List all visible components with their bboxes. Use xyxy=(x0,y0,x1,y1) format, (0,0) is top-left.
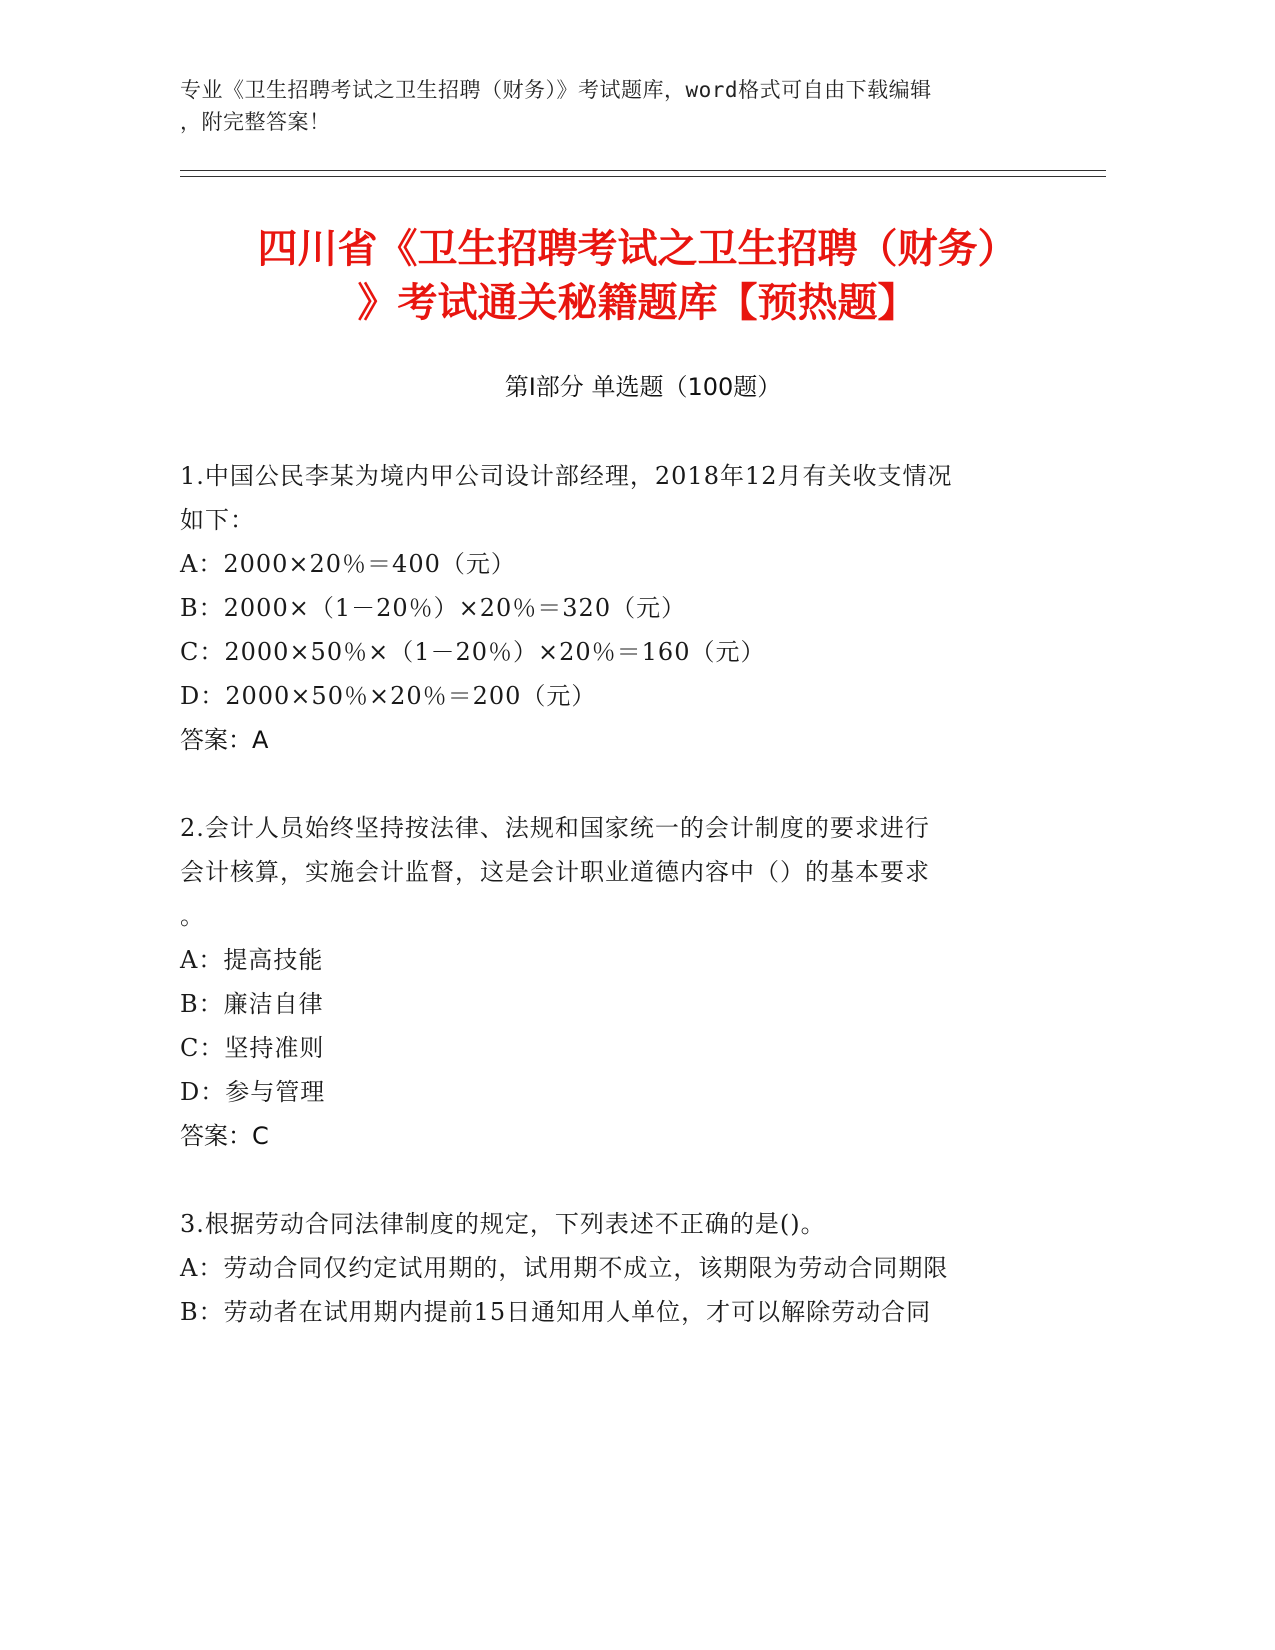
header-rule-top xyxy=(180,170,1106,171)
question-stem-line: 3.根据劳动合同法律制度的规定，下列表述不正确的是()。 xyxy=(180,1210,826,1238)
option-a: A：2000×20％＝400（元） xyxy=(180,550,516,578)
answer-label: 答案：C xyxy=(180,1122,269,1150)
header-note xyxy=(180,74,1080,138)
option-c: C：坚持准则 xyxy=(180,1034,325,1062)
option-d: D：2000×50％×20％＝200（元） xyxy=(180,682,597,710)
option-b: B：劳动者在试用期内提前15日通知用人单位，才可以解除劳动合同 xyxy=(180,1298,932,1326)
document-title-line-1: 四川省《卫生招聘考试之卫生招聘（财务） xyxy=(257,226,1018,272)
document-title xyxy=(170,222,1105,330)
question-stem-line: 1.中国公民李某为境内甲公司设计部经理，2018年12月有关收支情况 xyxy=(180,462,953,490)
header-note-line-2: ，附完整答案！ xyxy=(180,110,331,134)
option-c: C：2000×50％×（1－20％）×20％＝160（元） xyxy=(180,638,766,666)
question-3 xyxy=(180,1202,1060,1334)
question-2 xyxy=(180,806,1060,1158)
question-list xyxy=(180,454,1060,1378)
option-b: B：廉洁自律 xyxy=(180,990,324,1018)
option-a: A：提高技能 xyxy=(180,946,324,974)
document-title-line-2: 》考试通关秘籍题库【预热题】 xyxy=(357,280,918,326)
answer-label: 答案：A xyxy=(180,726,269,754)
question-stem-line: 会计核算，实施会计监督，这是会计职业道德内容中（）的基本要求 xyxy=(180,858,930,886)
question-stem-line: 。 xyxy=(180,902,205,930)
question-stem-line: 2.会计人员始终坚持按法律、法规和国家统一的会计制度的要求进行 xyxy=(180,814,930,842)
header-note-line-1: 专业《卫生招聘考试之卫生招聘（财务）》考试题库，word格式可自由下载编辑 xyxy=(180,78,932,102)
option-b: B：2000×（1－20％）×20％＝320（元） xyxy=(180,594,687,622)
option-a: A：劳动合同仅约定试用期的，试用期不成立，该期限为劳动合同期限 xyxy=(180,1254,949,1282)
question-stem-line: 如下： xyxy=(180,506,255,534)
question-1 xyxy=(180,454,1060,762)
option-d: D：参与管理 xyxy=(180,1078,326,1106)
section-heading: 第Ⅰ部分 单选题（100题） xyxy=(504,373,782,401)
header-rule-bottom xyxy=(180,176,1106,177)
